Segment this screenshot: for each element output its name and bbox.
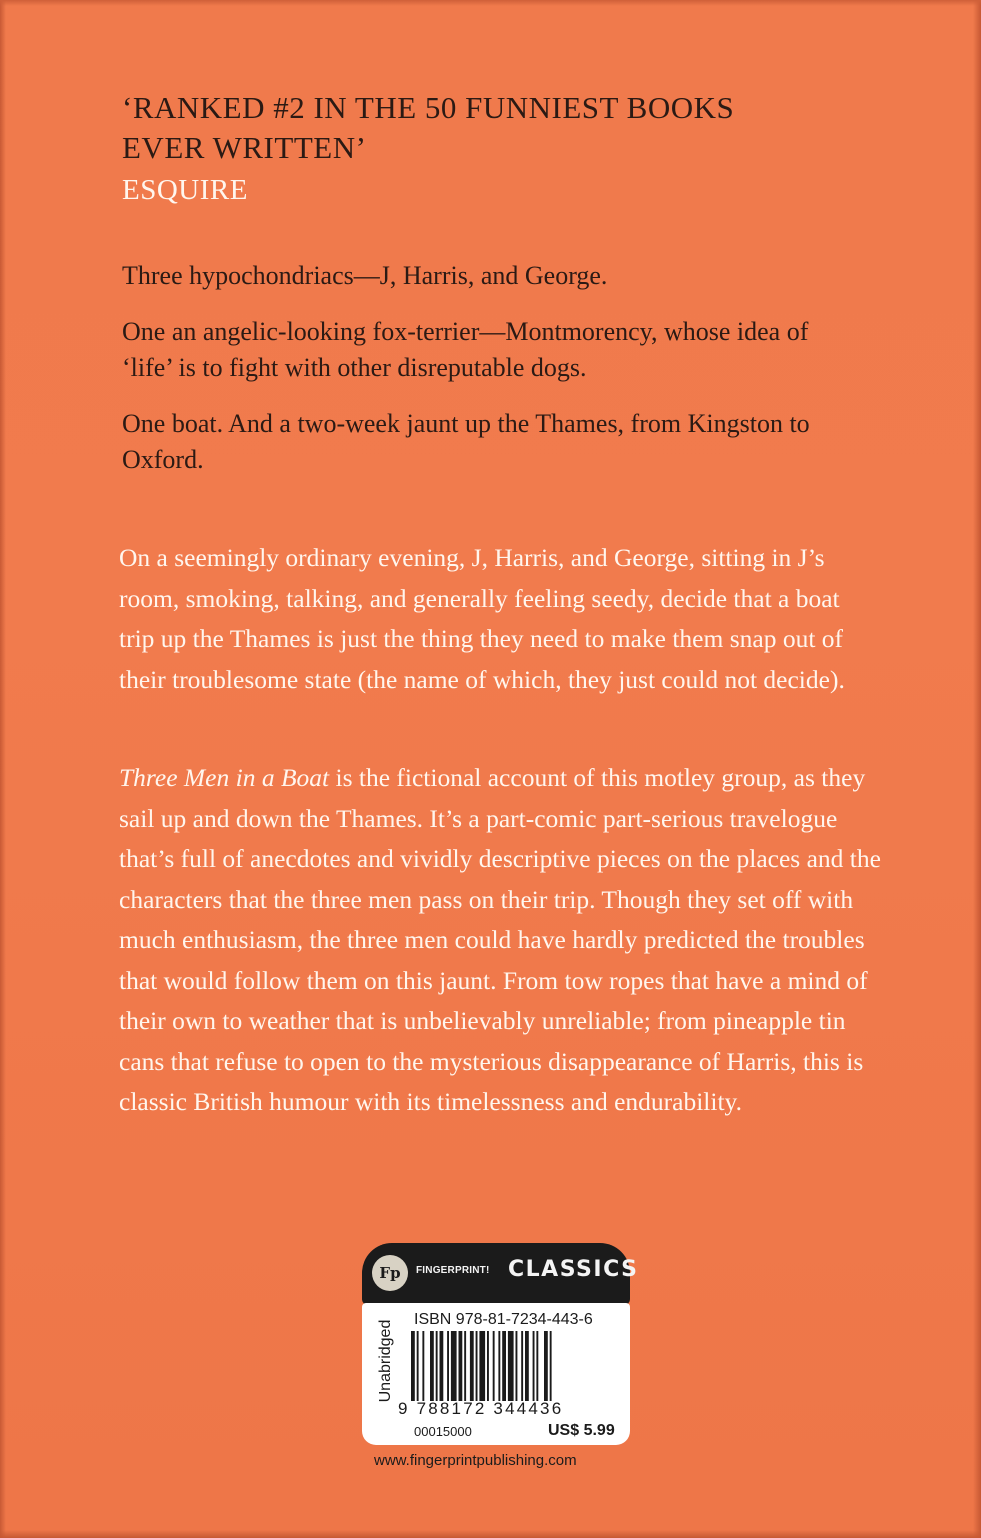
sticker-code: 00015000 <box>414 1424 472 1439</box>
barcode-stripe <box>430 1331 434 1401</box>
barcode-stripe <box>498 1331 500 1401</box>
blurb-paragraph-2-text: is the fictional account of this motley group, as they sail up and down the Thames. It’s a part-comic part-serious travelogue that’s full of anecdotes and vividly descriptive pieces on the places and the characters that the three men pass on their trip. Though they set off with much enthusiasm, the three men could have hardly predicted the troubles that would follow them on this jaunt. From tow ropes that have a mind of their own to weather that is unbelievably unreliable; from pineapple tin cans that refuse to open to the mysterious disappearance of Harris, this is classic British humour with its timelessness and endurability. <box>119 763 881 1116</box>
barcode-stripe <box>516 1331 518 1401</box>
barcode-stripe <box>533 1331 535 1401</box>
barcode-stripe <box>440 1331 444 1401</box>
barcode-stripe <box>550 1331 552 1401</box>
intro-paragraph-3: One boat. And a two-week jaunt up the Thames, from Kingston to Oxford. <box>122 409 810 474</box>
press-quote-line-1: ‘RANKED #2 IN THE 50 FUNNIEST BOOKS <box>122 90 735 125</box>
cover-edge-bottom <box>0 1530 981 1538</box>
barcode-stripe <box>417 1331 419 1401</box>
barcode-stripe <box>411 1331 415 1401</box>
barcode-digits: 9 788172 344436 <box>398 1399 564 1418</box>
series-name: CLASSICS <box>508 1257 639 1282</box>
barcode-stripe <box>544 1331 548 1401</box>
blurb-paragraph-1: On a seemingly ordinary evening, J, Harris, and George, sitting in J’s room, smoking, talking, and generally feeling seedy, decide that a boat trip up the Thames is just the thing they need to make them snap out of their troublesome state (the name of which, they just could not decide). <box>119 543 845 694</box>
barcode-stripe <box>422 1331 424 1401</box>
barcode-stripe <box>476 1331 478 1401</box>
book-title: Three Men in a Boat <box>119 763 330 792</box>
barcode-stripe <box>502 1331 506 1401</box>
fingerprint-logo-icon: Fp <box>372 1255 408 1291</box>
intro-paragraph-2: One an angelic-looking fox-terrier—Montmorency, whose idea of ‘life’ is to fight with other disreputable dogs. <box>122 317 809 382</box>
barcode-stripe <box>447 1331 449 1401</box>
intro-paragraph-1: Three hypochondriacs—J, Harris, and George. <box>122 261 608 290</box>
barcode-stripe <box>493 1331 495 1401</box>
barcode-stripe <box>436 1331 438 1401</box>
isbn-label: ISBN 978-81-7234-443-6 <box>414 1311 593 1328</box>
barcode-stripe <box>470 1331 474 1401</box>
barcode-stripe <box>536 1331 538 1401</box>
blurb-paragraph-2 <box>119 758 881 1123</box>
price-label: US$ 5.99 <box>548 1422 615 1439</box>
publisher-website: www.fingerprintpublishing.com <box>374 1452 577 1469</box>
barcode-stripe <box>508 1331 514 1401</box>
barcode-stripe <box>525 1331 529 1401</box>
barcode-stripe <box>464 1331 466 1401</box>
barcode-stripe <box>459 1331 463 1401</box>
cover-edge-left <box>0 0 6 1538</box>
press-quote <box>122 88 822 168</box>
barcode-stripe <box>487 1331 489 1401</box>
barcode-stripe <box>521 1331 523 1401</box>
barcode-stripe <box>451 1331 457 1401</box>
publisher-name: FINGERPRINT! <box>416 1265 490 1276</box>
cover-edge-right <box>973 0 981 1538</box>
cover-edge-top <box>0 0 981 6</box>
barcode-stripe <box>479 1331 485 1401</box>
press-quote-source: ESQUIRE <box>122 174 248 206</box>
edition-label: Unabridged <box>377 1319 394 1403</box>
press-quote-line-2: EVER WRITTEN’ <box>122 130 367 165</box>
barcode-icon <box>411 1331 619 1401</box>
